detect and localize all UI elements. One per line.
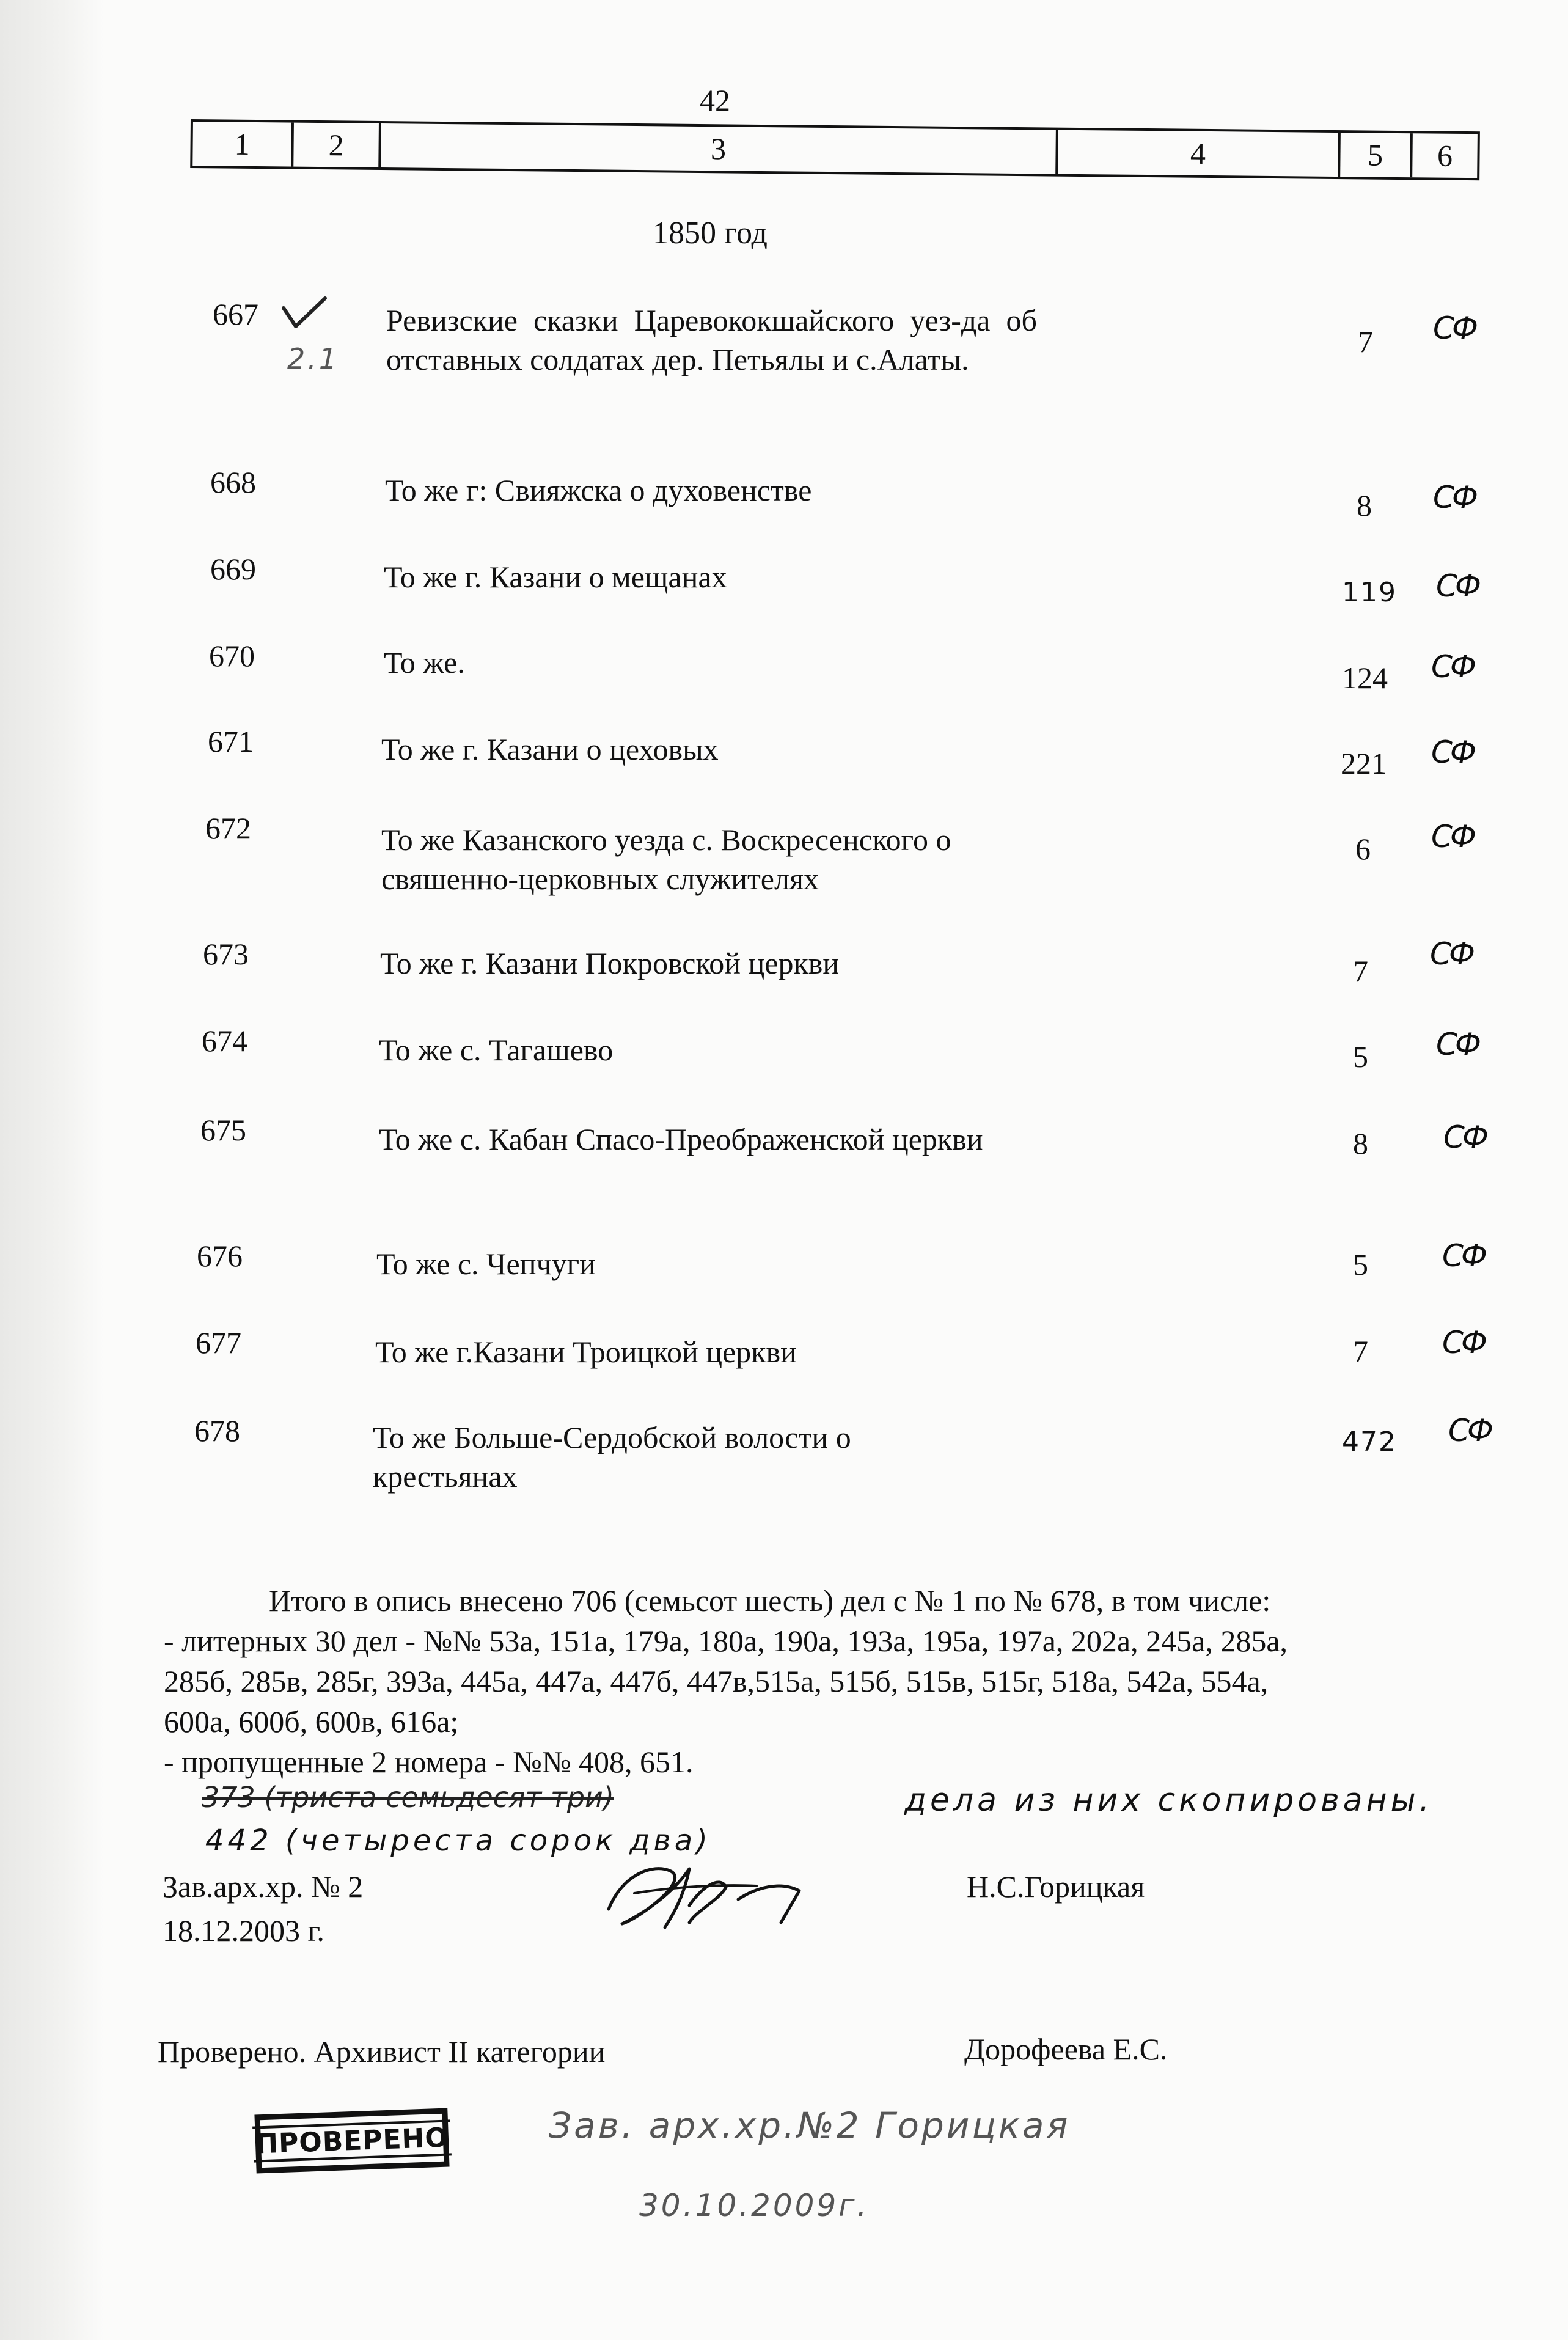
entry-title: То же с. Чепчуги [376,1247,596,1281]
entry-title: То же Больше-Сердобской волости о крестьянах [373,1420,851,1494]
summary-line-4: 600а, 600б, 600в, 616а; [164,1704,459,1739]
entry-number: 676 [197,1239,243,1273]
signature-icon [598,1850,824,1936]
entry-number: 677 [196,1326,241,1360]
entry-sheets: 472 [1342,1426,1397,1458]
entry-number: 668 [210,465,256,499]
entry-mark: СФ [1433,310,1476,346]
entry-number: 678 [194,1414,240,1448]
entry-sheets: 8 [1357,488,1372,523]
entry-mark: СФ [1442,1238,1485,1274]
column-header-6: 6 [1437,138,1453,173]
entry-number: 673 [203,937,249,971]
column-header-5: 5 [1340,133,1413,177]
entry-sheets: 221 [1341,746,1387,780]
entry-title: Ревизские сказки Царевококшайского уез-да об отставных солдатах дер. Петьялы и с.Алаты. [386,303,1037,376]
entry-sheets: 6 [1355,832,1371,866]
entry-mark: СФ [1431,735,1474,770]
copied-note: дела из них скопированы. [904,1782,1434,1819]
entry-sheets: 5 [1353,1247,1368,1282]
entry-sheets: 5 [1353,1040,1368,1074]
check-mark-icon [280,295,329,331]
verified-stamp [254,2108,449,2174]
entry-sheets: 8 [1353,1126,1368,1161]
entry-mark: СФ [1433,480,1476,515]
signoff-position: Зав.арх.хр. № 2 [163,1869,364,1904]
entry-mark: СФ [1443,1120,1486,1155]
entry-mark: СФ [1436,568,1479,604]
entry-title: То же Казанского уезда с. Воскресенского о свяшенно-церковных служителях [381,823,951,896]
column-header-2: 2 [293,123,381,167]
summary-line-5: - пропущенные 2 номера - №№ 408, 651. [164,1745,694,1779]
column-header-4: 4 [1058,130,1341,177]
entry-sheets: 7 [1353,954,1368,988]
entry-number: 667 [213,297,258,331]
entry-number: 675 [200,1113,246,1147]
summary-line-3: 285б, 285в, 285г, 393а, 445а, 447а, 447б, 447в,515а, 515б, 515в, 515г, 518а, 542а, 554а, [164,1664,1269,1698]
entry-number: 670 [209,639,255,673]
entry-title: То же г: Свияжска о духовенстве [385,473,812,507]
entry-mark: СФ [1448,1413,1491,1448]
check-note: 2.1 [287,342,340,375]
struck-count: 373 (триста семьдесят три) [202,1781,614,1814]
entry-title: То же г. Казани о цеховых [381,732,719,766]
entry-title: То же. [384,645,465,680]
entry-number: 671 [208,724,254,758]
entry-sheets: 7 [1358,325,1373,359]
entry-number: 674 [202,1024,247,1058]
entry-sheets: 124 [1342,661,1388,695]
year-heading: 1850 год [653,216,768,251]
entry-title: То же с. Кабан Спасо-Преображенской церкви [379,1122,983,1156]
column-header-3: 3 [381,123,1058,174]
column-header-1: 1 [192,122,294,167]
verified-stamp-text: ПРОВЕРЕНО [252,2119,451,2162]
check-line: Зав. арх.хр.№2 Горицкая [549,2105,1071,2146]
corrected-count: 442 (четыреста сорок два) [205,1824,711,1858]
check-date: 30.10.2009г. [639,2188,870,2223]
signoff-date: 18.12.2003 г. [163,1913,324,1948]
entry-sheets: 119 [1342,577,1397,608]
verified-label: Проверено. Архивист II категории [158,2034,606,2069]
entry-mark: СФ [1431,819,1474,854]
signoff-name: Н.С.Горицкая [967,1869,1145,1904]
entry-number: 669 [210,552,256,586]
entry-mark: СФ [1442,1325,1485,1360]
page-left-edge [0,0,104,2340]
entry-number: 672 [205,811,251,845]
entry-title: То же г. Казани о мещанах [384,560,727,594]
entry-mark: СФ [1436,1027,1479,1062]
entry-mark: СФ [1430,936,1473,972]
entry-sheets: 7 [1353,1334,1368,1368]
entry-title: То же г. Казани Покровской церкви [380,946,840,980]
summary-line-2: - литерных 30 дел - №№ 53а, 151а, 179а, 180а, 190а, 193а, 195а, 197а, 202а, 245а, 285а, [164,1624,1288,1658]
summary-line-1: Итого в опись внесено 706 (семьсот шесть) дел с № 1 по № 678, в том числе: [269,1583,1271,1618]
entry-title: То же с. Тагашево [379,1033,614,1067]
page-number: 42 [700,83,730,117]
entry-title: То же г.Казани Троицкой церкви [375,1335,797,1369]
entry-mark: СФ [1431,649,1474,684]
verifier-name: Дорофеева Е.С. [964,2032,1168,2066]
